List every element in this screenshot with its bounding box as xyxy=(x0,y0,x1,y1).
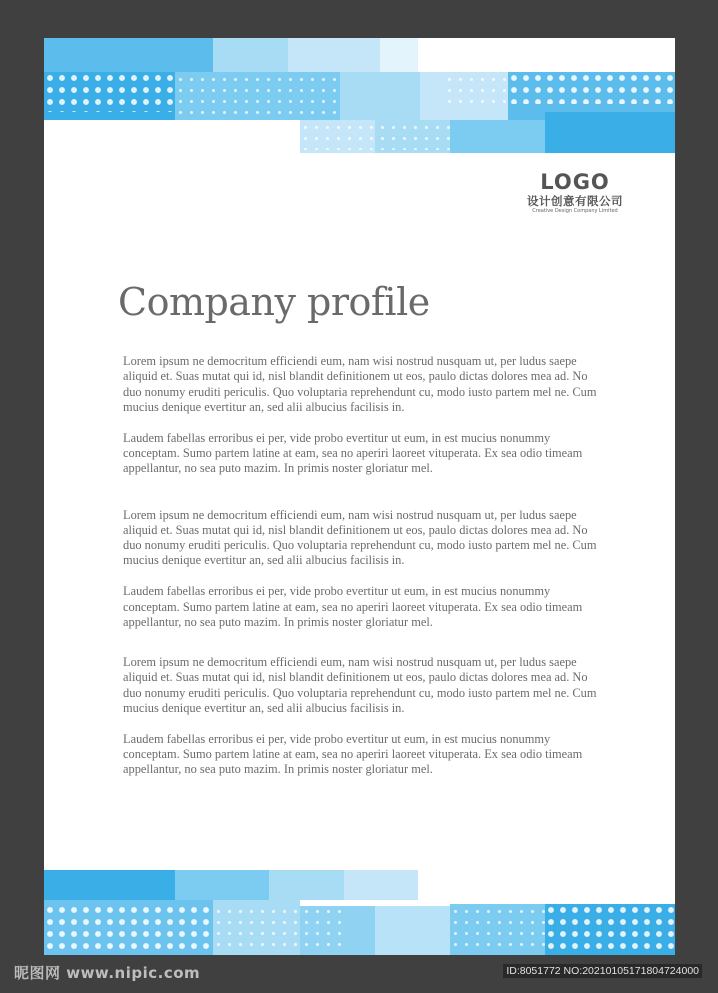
paragraph: Lorem ipsum ne democritum efficiendi eum, nam wisi nostrud nusquam ut, per ludus saepe aliquid et. Suas mutat qui id, nisl blandit definitionem ut eos, paulo dictas dolores mea ad. No duo nonumy eruditi periculis. Quo voluptaria reprehendunt cu, modo iusto partem mel ne. Cum mucius denique evertitur an, sed alii albucius facilisis in. xyxy=(123,354,597,414)
image-id-label: ID:8051772 NO:20210105171804724000 xyxy=(503,964,702,978)
site-watermark: 昵图网 www.nipic.com xyxy=(14,964,201,982)
paragraph: Laudem fabellas erroribus ei per, vide probo evertitur ut eum, in est mucius nonummy conceptam. Sumo partem latine at eam, sea no aperiri laoreet vituperata. Ex sea odio timeam appellantur, no sea puto mazim. In primis noster gloriatur mel. xyxy=(123,731,583,777)
paragraph: Laudem fabellas erroribus ei per, vide probo evertitur ut eum, in est mucius nonummy conceptam. Sumo partem latine at eam, sea no aperiri laoreet vituperata. Ex sea odio timeam appellantur, no sea puto mazim. In primis noster gloriatur mel. xyxy=(123,430,583,476)
logo-english-name: Creative Design Company Limited xyxy=(532,208,618,214)
paragraph: Lorem ipsum ne democritum efficiendi eum, nam wisi nostrud nusquam ut, per ludus saepe aliquid et. Suas mutat qui id, nisl blandit definitionem ut eos, paulo dictas dolores mea ad. No duo nonumy eruditi periculis. Quo voluptaria reprehendunt cu, modo iusto partem mel ne. Cum mucius denique evertitur an, sed alii albucius facilisis in. xyxy=(123,655,597,716)
letterhead-page xyxy=(44,38,675,955)
page-title: Company profile xyxy=(118,280,430,324)
logo-chinese-name: 设计创意有限公司 xyxy=(527,194,623,208)
paragraph: Lorem ipsum ne democritum efficiendi eum, nam wisi nostrud nusquam ut, per ludus saepe aliquid et. Suas mutat qui id, nisl blandit definitionem ut eos, paulo dictas dolores mea ad. No duo nonumy eruditi periculis. Quo voluptaria reprehendunt cu, modo iusto partem mel ne. Cum mucius denique evertitur an, sed alii albucius facilisis in. xyxy=(123,507,597,568)
logo-mark: LOGO xyxy=(540,170,610,194)
body-content xyxy=(123,354,601,793)
paragraph: Laudem fabellas erroribus ei per, vide probo evertitur ut eum, in est mucius nonummy conceptam. Sumo partem latine at eam, sea no aperiri laoreet vituperata. Ex sea odio timeam appellantur, no sea puto mazim. In primis noster gloriatur mel. xyxy=(123,584,583,629)
company-logo xyxy=(510,170,640,215)
